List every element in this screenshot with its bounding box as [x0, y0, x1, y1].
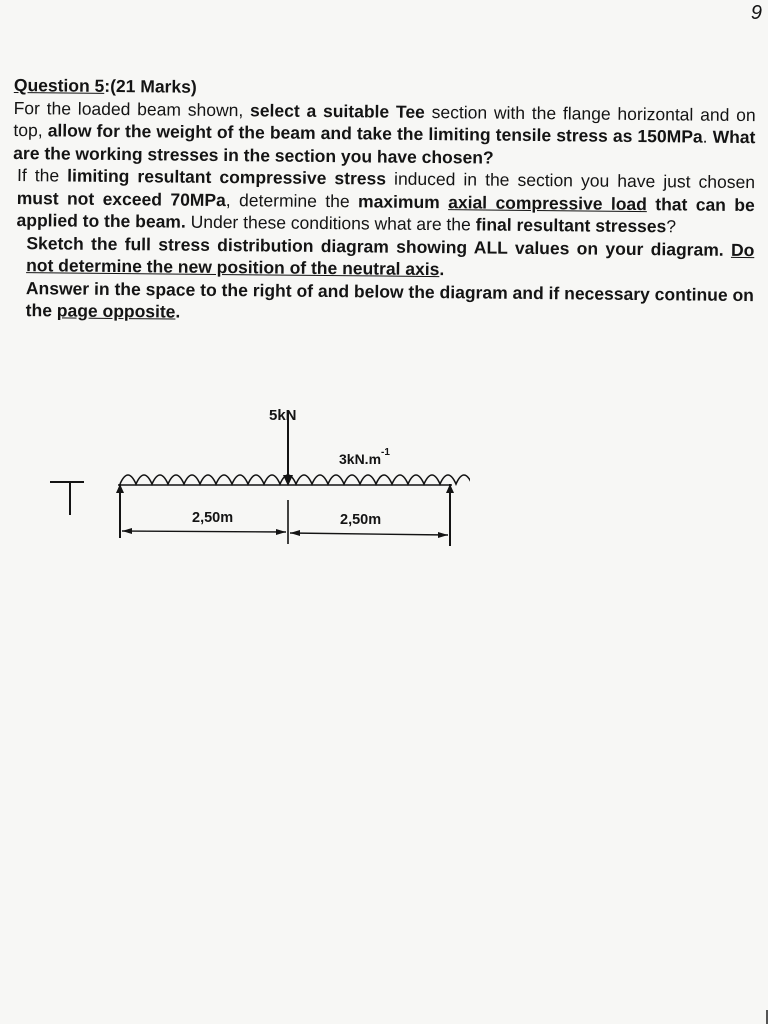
text-run: If the	[16, 165, 68, 186]
right-support	[446, 484, 454, 546]
text-run: What are the working stresses in the section you have chosen?	[13, 126, 756, 168]
question-label: Question 5	[13, 74, 105, 96]
text-run: maximum	[357, 190, 440, 212]
text-run: Sketch the full stress distribution diagram showing ALL values on your diagram.	[26, 232, 732, 260]
question-paragraph-4	[12, 276, 754, 328]
text-run: select a suitable Tee	[249, 99, 425, 122]
dimension-line-right	[290, 530, 448, 538]
text-run: must not exceed 70MPa	[16, 187, 226, 210]
text-run: allow for the weight of the beam and take the limiting tensile stress as 150MPa	[47, 120, 703, 147]
text-run: limiting resultant compressive stress	[67, 165, 387, 189]
left-support	[116, 484, 124, 538]
text-run: section with the flange horizontal and on top,	[13, 101, 756, 141]
page-number: 9	[750, 2, 762, 24]
question-block	[12, 74, 756, 329]
text-run: Answer in the space to the right of and below the diagram and if necessary continue on the	[25, 277, 755, 321]
question-paragraph-1	[13, 96, 756, 171]
question-paragraph-3	[12, 231, 754, 283]
text-run: ?	[666, 216, 677, 237]
text-run: final resultant stresses	[475, 214, 667, 237]
tee-section-symbol	[50, 482, 84, 515]
question-marks: :(21 Marks)	[104, 75, 197, 97]
text-run: Under these conditions what are the	[185, 211, 476, 235]
text-run: .	[702, 126, 713, 147]
udl-load-curve	[120, 475, 470, 484]
text-run: Do not determine the new position of the neutral axis	[26, 239, 755, 280]
text-run: .	[175, 301, 181, 322]
text-run: that can be applied to the beam.	[16, 193, 755, 232]
text-run: For the loaded beam shown,	[13, 97, 251, 120]
beam-diagram	[40, 398, 470, 558]
span-left-label: 2,50m	[192, 510, 234, 526]
text-run: axial compressive load	[448, 191, 647, 214]
text-run: page opposite	[56, 300, 176, 322]
text-run: , determine the	[225, 189, 359, 211]
span-right-label: 2,50m	[340, 512, 382, 528]
text-run: .	[439, 259, 445, 280]
question-paragraph-2	[12, 164, 755, 239]
dimension-line-left	[122, 528, 286, 535]
text-run: induced in the section you have just chosen	[385, 168, 756, 193]
udl-label: $3kN.m^{-1}$	[339, 447, 390, 467]
point-load-label: 5kN	[269, 407, 297, 424]
